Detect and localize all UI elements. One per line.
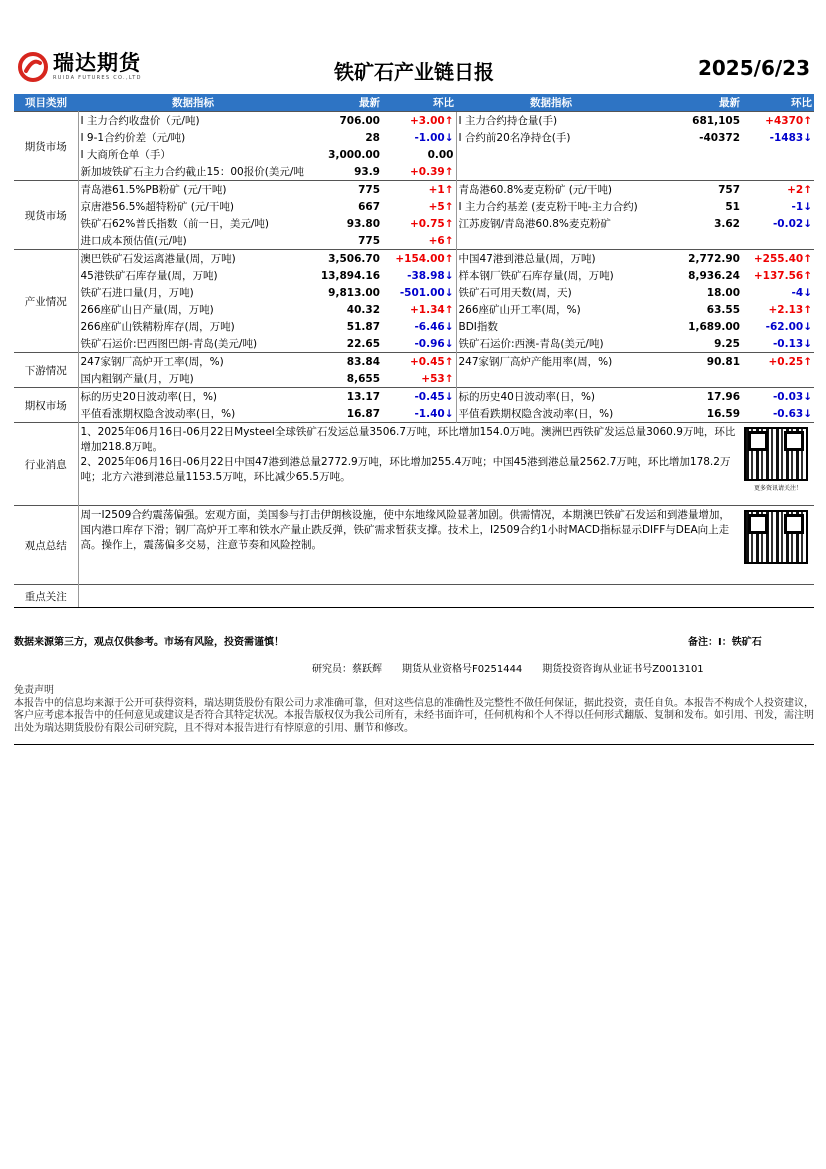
news-text <box>78 423 742 506</box>
table-row <box>14 232 814 250</box>
indicator-left-cell: 京唐港56.5%超特粉矿 (元/干吨) <box>80 201 234 213</box>
indicator-right-cell <box>456 146 646 163</box>
indicator-left-cell: 247家钢厂高炉开工率(周，%) <box>78 353 308 371</box>
table-row <box>14 163 814 181</box>
table-row <box>14 267 814 284</box>
change-left-cell: -6.46↓ <box>414 320 454 333</box>
indicator-left-cell: 国内粗钢产量(月，万吨) <box>80 373 194 385</box>
change-right-cell: +255.40↑ <box>742 250 814 268</box>
indicator-right-cell: 铁矿石可用天数(周，天) <box>456 284 646 301</box>
change-right-cell: -1483↓ <box>769 131 812 144</box>
table-row <box>14 301 814 318</box>
indicator-left-cell: 266座矿山日产量(周，万吨) <box>80 304 214 316</box>
change-left-cell: -501.00↓ <box>399 286 454 299</box>
indicator-left-cell: 266座矿山铁精粉库存(周，万吨) <box>80 321 235 333</box>
change-right-cell <box>742 370 814 388</box>
latest-right-cell <box>646 146 742 163</box>
latest-right-cell: 63.55 <box>706 303 740 316</box>
latest-left-cell: 667 <box>358 200 380 213</box>
change-left-cell: +1.34↑ <box>409 303 454 316</box>
change-left-cell: +53↑ <box>421 372 454 385</box>
latest-left-cell: 93.9 <box>354 165 380 178</box>
disclaimer-text: 本报告中的信息均来源于公开可获得资料，瑞达期货股份有限公司力求准确可靠，但对这些信息的准确性及完整性不做任何保证，据此投资，责任自负。本报告不构成个人投资建议，客户应考虑本报告中的任何意见或建议是否符合其特定状况。本报告版权仅为我公司所有，未经书面许可，任何机构和个人不得以任何形式翻版、复制和发布。如引用、刊发，需注明出处为瑞达期货股份有限公司研究院，且不得对本报告进行有悖原意的引用、删节和修改。 <box>14 697 814 734</box>
table-row <box>14 215 814 232</box>
latest-left-cell: 3,506.70 <box>308 250 382 268</box>
section-label-focus: 重点关注 <box>14 585 78 608</box>
col-header-indicator-right: 数据指标 <box>456 94 646 112</box>
latest-right-cell <box>646 163 742 181</box>
analyst-info: 研究员：蔡跃辉 期货从业资格号F0251444 期货投资咨询从业证书号Z0013101 <box>312 664 704 675</box>
indicator-left-cell: I 9-1合约价差（元/吨) <box>80 132 186 144</box>
change-right-cell: -4↓ <box>791 286 812 299</box>
indicator-left-cell: 澳巴铁矿石发运离港量(周，万吨) <box>78 250 308 268</box>
table-row <box>14 405 814 423</box>
change-left-cell: -0.45↓ <box>382 388 456 406</box>
table-row <box>14 198 814 215</box>
latest-left-cell: 8,655 <box>346 372 380 385</box>
qr-cell <box>742 423 814 506</box>
disclaimer <box>14 685 814 735</box>
latest-left-cell: 775 <box>358 234 380 247</box>
table-row <box>14 146 814 163</box>
latest-right-cell: 17.96 <box>646 388 742 406</box>
change-right-cell: +2↑ <box>742 181 814 199</box>
section-label-options: 期权市场 <box>14 388 78 423</box>
section-label-view: 观点总结 <box>14 506 78 585</box>
col-header-latest-right: 最新 <box>646 94 742 112</box>
latest-right-cell: 681,105 <box>646 112 742 130</box>
change-left-cell: -38.98↓ <box>407 269 454 282</box>
latest-left-cell: 13,894.16 <box>320 269 380 282</box>
news-paragraph-1: 1、2025年06月16日-06月22日Mysteel全球铁矿石发运总量3506.7万吨，环比增加154.0万吨。澳洲巴西铁矿发运总量3060.9万吨，环比增加218.8万吨。 <box>80 426 736 453</box>
indicator-right-cell <box>456 163 646 181</box>
latest-left-cell: 16.87 <box>346 407 380 420</box>
indicator-right-cell: 标的历史40日波动率(日，%) <box>456 388 646 406</box>
latest-right-cell: -40372 <box>699 131 740 144</box>
change-right-cell: -0.13↓ <box>772 337 812 350</box>
qr-cell-2 <box>742 506 814 585</box>
table-row <box>14 112 814 130</box>
change-right-cell: +137.56↑ <box>753 269 812 282</box>
table-row <box>14 353 814 371</box>
change-right-cell <box>742 232 814 250</box>
remark-note: 备注：I：铁矿石 <box>688 637 762 648</box>
latest-left-cell: 706.00 <box>308 112 382 130</box>
indicator-right-cell <box>456 232 646 250</box>
view-row <box>14 506 814 585</box>
col-header-change-right: 环比 <box>742 94 814 112</box>
change-left-cell: +3.00↑ <box>382 112 456 130</box>
change-left-cell: -1.00↓ <box>414 131 454 144</box>
change-left-cell: +1↑ <box>382 181 456 199</box>
change-right-cell: -1↓ <box>791 200 812 213</box>
latest-left-cell: 40.32 <box>346 303 380 316</box>
indicator-left-cell: 青岛港61.5%PB粉矿 (元/干吨) <box>78 181 308 199</box>
report-title: 铁矿石产业链日报 <box>334 60 494 84</box>
section-label-downstream: 下游情况 <box>14 353 78 388</box>
latest-left-cell: 9,813.00 <box>328 286 380 299</box>
change-right-cell: -0.03↓ <box>742 388 814 406</box>
latest-right-cell: 1,689.00 <box>688 320 740 333</box>
table-row <box>14 129 814 146</box>
indicator-right-cell: 青岛港60.8%麦克粉矿 (元/干吨) <box>456 181 646 199</box>
latest-left-cell: 13.17 <box>308 388 382 406</box>
indicator-right-cell: 铁矿石运价:西澳-青岛(美元/吨) <box>456 335 646 353</box>
latest-left-cell: 83.84 <box>308 353 382 371</box>
change-left-cell: +154.00↑ <box>382 250 456 268</box>
change-left-cell: +0.45↑ <box>382 353 456 371</box>
indicator-left-cell: 45港铁矿石库存量(周，万吨) <box>80 270 218 282</box>
focus-row <box>14 585 814 608</box>
change-left-cell: -1.40↓ <box>414 407 454 420</box>
news-row <box>14 423 814 506</box>
indicator-right-cell: 中国47港到港总量(周，万吨) <box>456 250 646 268</box>
table-header-row <box>14 94 814 112</box>
view-text: 周一I2509合约震荡偏强。宏观方面，美国参与打击伊朗核设施，使中东地缘风险显著加剧。供需情况，本期澳巴铁矿石发运和到港量增加，国内港口库存下滑；钢厂高炉开工率和铁水产量止跌反弹，铁矿需求暂获支撑。技术上，I2509合约1小时MACD指标显示DIFF与DEA向上走高。操作上，震荡偏多交易，注意节奏和风险控制。 <box>78 506 742 585</box>
latest-right-cell: 757 <box>646 181 742 199</box>
report-table <box>14 94 814 608</box>
indicator-left-cell: I 主力合约收盘价（元/吨) <box>78 112 308 130</box>
change-right-cell: -62.00↓ <box>765 320 812 333</box>
wechat-qr-icon <box>744 510 808 564</box>
table-row <box>14 318 814 335</box>
indicator-right-cell <box>456 370 646 388</box>
col-header-category: 项目类别 <box>14 94 78 112</box>
indicator-left-cell: 铁矿石进口量(月，万吨) <box>80 287 194 299</box>
latest-right-cell <box>646 370 742 388</box>
indicator-left-cell: 铁矿石运价:巴西图巴朗-青岛(美元/吨) <box>80 338 258 350</box>
indicator-right-cell: 样本钢厂铁矿石库存量(周，万吨) <box>456 267 646 284</box>
change-left-cell: +0.39↑ <box>409 165 454 178</box>
change-left-cell: +5↑ <box>428 200 454 213</box>
bottom-rule <box>14 744 814 745</box>
report-date: 2025/6/23 <box>697 56 810 80</box>
indicator-right-cell: 江苏废钢/青岛港60.8%麦克粉矿 <box>456 215 646 232</box>
focus-content <box>78 585 814 608</box>
section-label-news: 行业消息 <box>14 423 78 506</box>
latest-left-cell: 28 <box>365 131 380 144</box>
change-left-cell: +0.75↑ <box>409 217 454 230</box>
latest-right-cell <box>646 232 742 250</box>
table-row <box>14 181 814 199</box>
section-label-spot: 现货市场 <box>14 181 78 250</box>
indicator-right-cell: I 合约前20名净持仓(手) <box>456 129 646 146</box>
col-header-latest-left: 最新 <box>308 94 382 112</box>
brand-english: RUIDA FUTURES CO.,LTD <box>53 75 142 81</box>
brand-name: 瑞达期货 <box>53 51 141 75</box>
col-header-indicator-left: 数据指标 <box>78 94 308 112</box>
news-paragraph-2: 2、2025年06月16日-06月22日中国47港到港总量2772.9万吨，环比增加255.4万吨；中国45港到港总量2562.7万吨，环比增加178.2万吨；北方六港到港总量1153.5万吨，环比减少65.5万吨。 <box>80 456 731 483</box>
indicator-left-cell: I 大商所仓单（手） <box>80 149 171 161</box>
latest-right-cell: 9.25 <box>714 337 740 350</box>
qr-code-icon <box>744 427 808 481</box>
latest-left-cell: 93.80 <box>346 217 380 230</box>
indicator-left-cell: 进口成本预估值(元/吨) <box>80 235 187 247</box>
latest-right-cell: 2,772.90 <box>646 250 742 268</box>
indicator-right-cell: 247家钢厂高炉产能用率(周，%) <box>456 353 646 371</box>
data-source-note: 数据来源第三方，观点仅供参考。市场有风险，投资需谨慎！ <box>14 637 284 648</box>
change-left-cell: 0.00 <box>427 148 454 161</box>
indicator-left-cell: 新加坡铁矿石主力合约截止15：00报价(美元/吨 <box>80 166 304 178</box>
section-label-industry: 产业情况 <box>14 250 78 353</box>
latest-right-cell: 8,936.24 <box>688 269 740 282</box>
indicator-left-cell: 标的历史20日波动率(日，%) <box>78 388 308 406</box>
latest-right-cell: 51 <box>725 200 740 213</box>
latest-right-cell: 90.81 <box>646 353 742 371</box>
indicator-left-cell: 平值看涨期权隐含波动率(日，%) <box>80 408 236 420</box>
change-right-cell: -0.63↓ <box>772 407 812 420</box>
change-right-cell <box>742 146 814 163</box>
indicator-left-cell: 铁矿石62%普氏指数（前一日，美元/吨) <box>80 218 269 230</box>
latest-left-cell: 3,000.00 <box>328 148 380 161</box>
report-header <box>14 46 814 92</box>
section-label-futures: 期货市场 <box>14 112 78 181</box>
qr-caption: 更多资讯请关注！ <box>753 485 802 492</box>
table-row <box>14 388 814 406</box>
latest-left-cell: 51.87 <box>346 320 380 333</box>
col-header-change-left: 环比 <box>382 94 456 112</box>
indicator-right-cell: 266座矿山开工率(周，%) <box>456 301 646 318</box>
change-left-cell: -0.96↓ <box>414 337 454 350</box>
indicator-right-cell: I 主力合约持仓量(手) <box>456 112 646 130</box>
latest-right-cell: 18.00 <box>706 286 740 299</box>
change-left-cell: +6↑ <box>428 234 454 247</box>
table-row <box>14 250 814 268</box>
change-right-cell: +4370↑ <box>742 112 814 130</box>
table-row <box>14 284 814 301</box>
table-row <box>14 335 814 353</box>
indicator-right-cell: BDI指数 <box>456 318 646 335</box>
latest-right-cell: 3.62 <box>714 217 740 230</box>
indicator-right-cell: 平值看跌期权隐含波动率(日，%) <box>456 405 646 423</box>
change-right-cell <box>742 163 814 181</box>
latest-left-cell: 22.65 <box>346 337 380 350</box>
table-row <box>14 370 814 388</box>
change-right-cell: +0.25↑ <box>742 353 814 371</box>
latest-left-cell: 775 <box>308 181 382 199</box>
disclaimer-title: 免责声明 <box>14 685 54 696</box>
latest-right-cell: 16.59 <box>706 407 740 420</box>
change-right-cell: +2.13↑ <box>768 303 812 316</box>
indicator-right-cell: I 主力合约基差 (麦克粉干吨-主力合约) <box>456 198 646 215</box>
change-right-cell: -0.02↓ <box>772 217 812 230</box>
